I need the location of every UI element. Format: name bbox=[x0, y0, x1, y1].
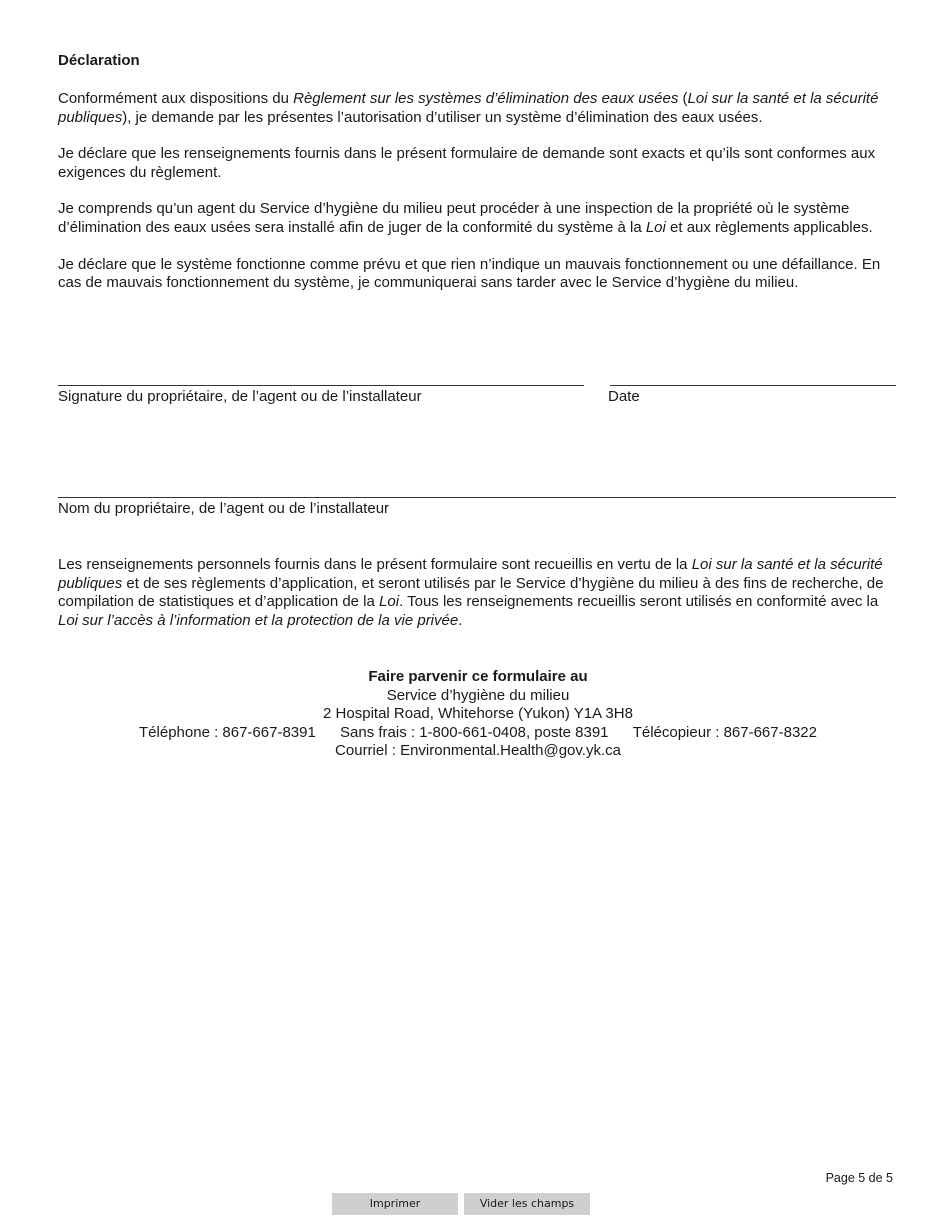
declaration-heading: Déclaration bbox=[58, 52, 140, 69]
signature-row bbox=[58, 385, 896, 415]
text-run: et de ses règlements d’application, et seront utilisés par le Service d’hygiène du milieu à des fins de recherche, de compilation de statistiques et d’application de la bbox=[58, 574, 884, 611]
text-run: ( bbox=[678, 90, 688, 107]
text-run: Les renseignements personnels fournis dans le présent formulaire sont recueillis en vertu de la bbox=[58, 556, 692, 573]
date-label: Date bbox=[608, 388, 640, 405]
contact-email: Courriel : Environmental.Health@gov.yk.ca bbox=[335, 742, 621, 760]
act-short-title: Loi bbox=[379, 593, 400, 611]
contact-phones bbox=[58, 724, 898, 743]
date-field[interactable] bbox=[610, 385, 896, 386]
text-run: et aux règlements applicables. bbox=[665, 218, 873, 236]
declaration-paragraph-1 bbox=[58, 90, 894, 127]
signature-label: Signature du propriétaire, de l’agent ou de l’installateur bbox=[58, 388, 422, 405]
text-run: Conformément aux dispositions du bbox=[58, 90, 294, 107]
privacy-notice bbox=[58, 556, 894, 630]
contact-phone: Téléphone : 867-667-8391 bbox=[139, 723, 316, 741]
print-button[interactable]: Imprimer bbox=[332, 1193, 458, 1215]
contact-block bbox=[58, 668, 898, 761]
act-short-title: Loi bbox=[645, 218, 666, 236]
contact-toll-free: Sans frais : 1-800-661-0408, poste 8391 bbox=[340, 723, 609, 741]
declaration-paragraph-3 bbox=[58, 200, 894, 237]
regulation-title: Règlement sur les systèmes d’élimination des eaux usées bbox=[293, 90, 679, 107]
clear-fields-button[interactable]: Vider les champs bbox=[464, 1193, 590, 1215]
declaration-paragraph-4: Je déclare que le système fonctionne comme prévu et que rien n’indique un mauvais fonctionnement ou une défaillance. En cas de mauvais fonctionnement du système, je communiquerai sans tarder avec le Service d’hygiène du milieu. bbox=[58, 255, 881, 292]
declaration-section bbox=[58, 52, 894, 311]
act-title: Loi sur la santé et la sécurité publiques bbox=[58, 556, 883, 592]
contact-title: Faire parvenir ce formulaire au bbox=[368, 668, 588, 685]
text-run: ), je demande par les présentes l’autorisation d’utiliser un système d’élimination des eaux usées. bbox=[122, 108, 763, 126]
declaration-paragraph-2: Je déclare que les renseignements fournis dans le présent formulaire de demande sont exacts et qu’ils sont conformes aux exigences du règlement. bbox=[58, 145, 876, 181]
contact-fax: Télécopieur : 867-667-8322 bbox=[632, 723, 817, 741]
act-title: Loi sur la santé et la sécurité publiques bbox=[58, 90, 879, 126]
signature-field[interactable] bbox=[58, 385, 584, 386]
text-run: Je comprends qu’un agent du Service d’hygiène du milieu peut procéder à une inspection de la propriété où le système d’élimination des eaux usées sera installé afin de juger de la conformité du système à la bbox=[58, 200, 850, 236]
name-field[interactable] bbox=[58, 497, 896, 498]
privacy-act-title: Loi sur l’accès à l’information et la protection de la vie privée bbox=[58, 611, 459, 629]
text-run: . bbox=[458, 611, 463, 629]
name-label: Nom du propriétaire, de l’agent ou de l’installateur bbox=[58, 500, 390, 517]
contact-office: Service d’hygiène du milieu bbox=[386, 686, 570, 704]
text-run: . Tous les renseignements recueillis seront utilisés en conformité avec la bbox=[399, 593, 879, 611]
name-row bbox=[58, 497, 896, 527]
page-number: Page 5 de 5 bbox=[825, 1171, 893, 1185]
contact-address: 2 Hospital Road, Whitehorse (Yukon) Y1A 3H8 bbox=[323, 705, 633, 723]
